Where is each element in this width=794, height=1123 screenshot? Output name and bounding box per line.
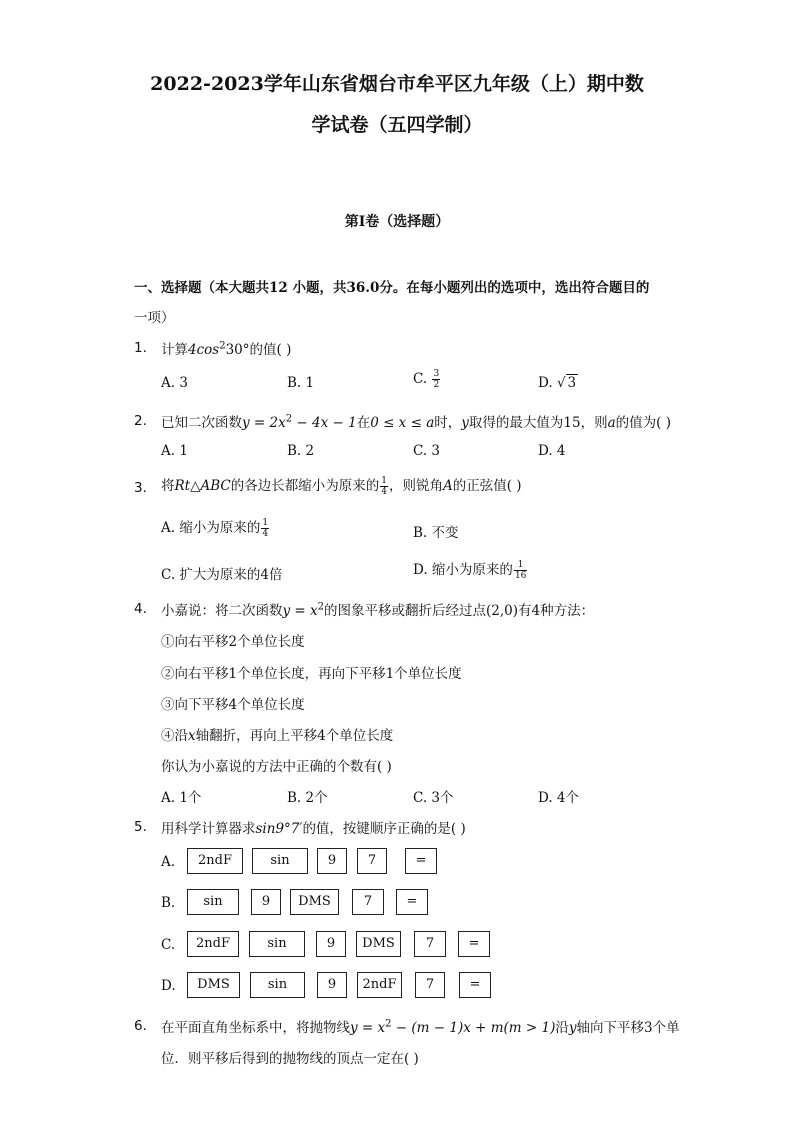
calc-key: sin xyxy=(252,848,308,874)
q4-text: 有4种方法： xyxy=(518,603,595,619)
q3-option-a xyxy=(161,516,270,539)
calc-key: 7 xyxy=(357,848,387,874)
calc-key: 2ndF xyxy=(357,972,402,998)
q1-exp: 2 xyxy=(219,340,226,352)
question-5-stem xyxy=(161,817,466,837)
q3-math: Rt△ABC xyxy=(174,478,231,494)
calc-key: sin xyxy=(249,931,305,957)
q2-text: 的值为( ) xyxy=(615,415,671,431)
q2-text: ，则 xyxy=(580,415,608,431)
q4-math: x xyxy=(188,728,196,744)
q6-exp: 2 xyxy=(385,1018,392,1030)
q4-option-d: D. 4个 xyxy=(538,790,580,806)
q6-math: − (m − 1)x + m(m > 1) xyxy=(391,1020,556,1036)
q2-text: 取得的最大值为 xyxy=(468,415,564,431)
q5-option-c-label: C. xyxy=(161,937,176,953)
question-4-stem xyxy=(161,599,594,619)
question-number: 2. xyxy=(134,413,147,429)
question-6-stem-cont: 位．则平移后得到的抛物线的顶点一定在( ) xyxy=(161,1051,419,1067)
q1-text-post: 30°的值( ) xyxy=(225,342,292,358)
calc-key: 7 xyxy=(352,889,384,915)
q1-option-a: A. 3 xyxy=(161,375,188,391)
calc-key: 7 xyxy=(415,972,445,998)
q4-question: 你认为小嘉说的方法中正确的个数有( ) xyxy=(161,759,392,775)
frac-den: 2 xyxy=(433,380,440,390)
radicand: 3 xyxy=(567,375,577,391)
sqrt-symbol: √ 3 xyxy=(556,375,577,391)
q6-text: 在平面直角坐标系中，将抛物线 xyxy=(161,1020,350,1036)
q2-math: a xyxy=(607,415,616,431)
calc-key: 7 xyxy=(414,931,446,957)
calc-key: = xyxy=(459,972,491,998)
q1-c-label: C. xyxy=(413,371,428,387)
q2-option-a: A. 1 xyxy=(161,443,188,459)
q3-a-text: A. 缩小为原来的 xyxy=(161,520,261,536)
frac-num: 1 xyxy=(514,560,527,571)
q2-exp: 2 xyxy=(285,413,293,425)
q4-text: 小嘉说：将二次函数 xyxy=(161,603,283,619)
question-number: 5. xyxy=(134,819,147,835)
q4-method-2: ②向右平移1个单位长度，再向下平移1个单位长度 xyxy=(161,666,462,682)
calc-key: sin xyxy=(250,972,305,998)
calc-key: sin xyxy=(187,889,239,915)
paper-title-line-2: 学试卷（五四学制） xyxy=(311,114,483,136)
frac-num: 3 xyxy=(433,369,440,379)
calc-key: = xyxy=(458,931,490,957)
q5-text: 的值，按键顺序正确的是( ) xyxy=(302,821,466,837)
q5-option-a-label: A. xyxy=(161,854,176,870)
q2-math: − 4x − 1 xyxy=(292,415,357,431)
question-number: 6. xyxy=(134,1018,147,1034)
question-number: 1. xyxy=(134,340,147,356)
q4-option-b: B. 2个 xyxy=(287,790,328,806)
q3-math: A xyxy=(442,478,453,494)
q5-option-d-label: D. xyxy=(161,978,176,994)
section-instructions xyxy=(134,276,649,296)
q4-math: y = x xyxy=(282,603,318,619)
q1-c-fraction xyxy=(432,369,440,390)
q1-math: 4cos xyxy=(188,342,220,358)
calc-key: 2ndF xyxy=(187,848,243,874)
q3-text: ，则锐角 xyxy=(388,478,443,494)
q2-math: y = 2x xyxy=(242,415,286,431)
q4-method-4 xyxy=(161,724,393,744)
q3-a-fraction xyxy=(261,518,269,539)
q3-d-fraction xyxy=(514,560,527,581)
q4-text: 的图象平移或翻折后经过点 xyxy=(324,603,487,619)
q4-option-c: C. 3个 xyxy=(413,790,454,806)
q4-text: 轴翻折，再向上平移4个单位长度 xyxy=(195,728,394,744)
question-6-stem xyxy=(161,1016,680,1036)
q4-math: (2,0) xyxy=(486,603,519,619)
q2-math: 0 ≤ x ≤ a xyxy=(370,415,435,431)
frac-num: 1 xyxy=(381,476,387,486)
q1-text: 计算 xyxy=(161,342,188,358)
calc-key: 9 xyxy=(316,931,346,957)
q2-option-d: D. 4 xyxy=(538,443,566,459)
q5-text: 用科学计算器求 xyxy=(161,821,256,837)
q1-d-label: D. xyxy=(538,375,553,391)
q2-option-c: C. 3 xyxy=(413,443,441,459)
q2-math: y xyxy=(461,415,469,431)
q1-option-b: B. 1 xyxy=(287,375,315,391)
calc-key: DMS xyxy=(356,931,401,957)
q1-option-d xyxy=(538,375,578,391)
part-heading: 第I卷（选择题） xyxy=(344,214,450,230)
q3-text: 将 xyxy=(161,478,175,494)
calc-key: 2ndF xyxy=(187,931,239,957)
calc-key: DMS xyxy=(187,972,240,998)
q4-text: ④沿 xyxy=(161,728,188,744)
question-2-stem xyxy=(161,411,671,431)
question-3-stem xyxy=(161,474,522,497)
q4-exp: 2 xyxy=(317,601,325,613)
q2-text: 时， xyxy=(434,415,462,431)
q6-math: y xyxy=(568,1020,577,1036)
q3-text: 的各边长都缩小为原来的 xyxy=(230,478,380,494)
calc-key: = xyxy=(405,848,437,874)
q5-option-b-label: B. xyxy=(161,895,176,911)
q2-option-b: B. 2 xyxy=(287,443,315,459)
q2-text: 已知二次函数 xyxy=(161,415,242,431)
q4-option-a: A. 1个 xyxy=(161,790,202,806)
frac-num: 1 xyxy=(262,518,269,528)
section-instructions-cont: 一项） xyxy=(134,310,175,326)
q2-math: 15 xyxy=(563,415,581,431)
frac-den: 4 xyxy=(262,529,269,539)
question-1-stem xyxy=(161,338,291,358)
q3-d-text: D. 缩小为原来的 xyxy=(413,562,513,578)
calc-key: 9 xyxy=(251,889,281,915)
q6-text: 轴向下平移3个单 xyxy=(576,1020,680,1036)
frac-den: 16 xyxy=(514,571,527,581)
q2-text: 在 xyxy=(356,415,371,431)
q4-method-3: ③向下平移4个单位长度 xyxy=(161,697,305,713)
q3-option-b: B. 不变 xyxy=(413,525,459,541)
calc-key: DMS xyxy=(290,889,339,915)
question-number: 4. xyxy=(134,601,147,617)
q6-text: 沿 xyxy=(555,1020,569,1036)
q6-math: y = x xyxy=(350,1020,386,1036)
q4-method-1: ①向右平移2个单位长度 xyxy=(161,634,305,650)
calc-key: = xyxy=(396,889,428,915)
frac-den: 4 xyxy=(381,487,387,497)
q1-option-c xyxy=(413,369,441,390)
q3-fraction xyxy=(380,476,388,497)
q3-text: 的正弦值( ) xyxy=(452,478,522,494)
q5-math: sin9°7′ xyxy=(255,821,303,837)
q3-option-c: C. 扩大为原来的4倍 xyxy=(161,567,283,583)
section-line-1: 一、选择题（本大题共12 小题，共36.0分。在每小题列出的选项中，选出符合题目的 xyxy=(134,280,650,296)
calc-key: 9 xyxy=(317,972,347,998)
question-number: 3. xyxy=(134,480,147,496)
calc-key: 9 xyxy=(317,848,347,874)
paper-title-line-1: 2022-2023学年山东省烟台市牟平区九年级（上）期中数 xyxy=(150,73,644,95)
q3-option-d xyxy=(413,558,528,581)
